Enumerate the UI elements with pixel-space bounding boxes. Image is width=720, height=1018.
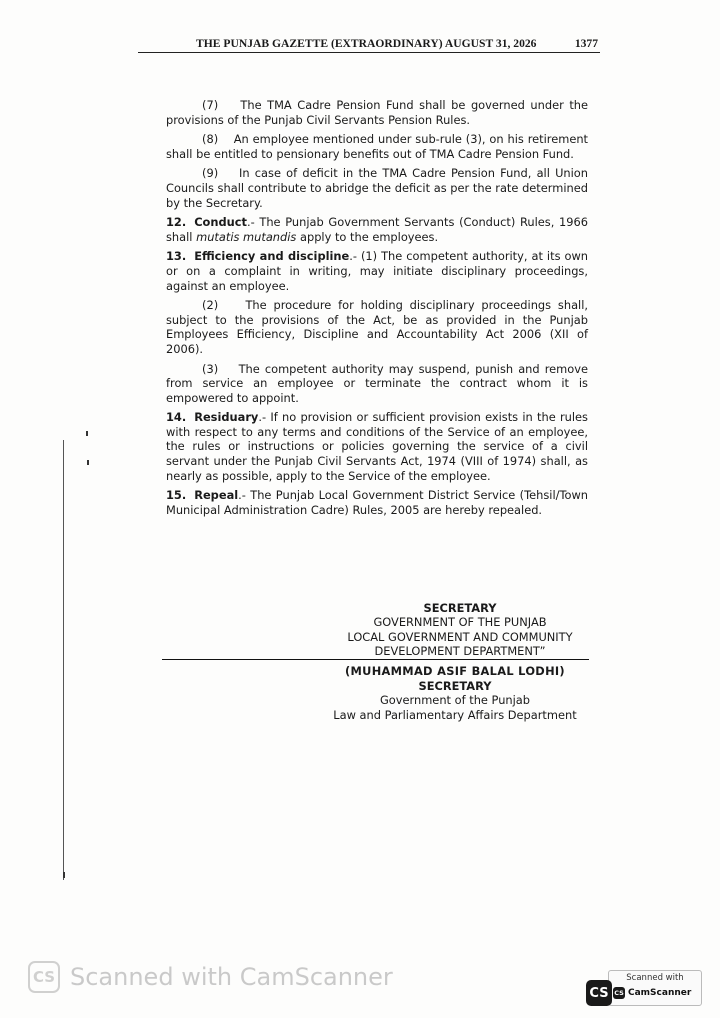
section-text: .- The Punjab Government Servants (Conduct) Rules, 1966 shall xyxy=(166,215,588,244)
paragraph-number: (3) xyxy=(202,361,219,376)
paragraph-text: The procedure for holding disciplinary proceedings shall, subject to the provisions of the Act, be as provided in the Punjab Employees Efficiency, Discipline and Accountability Act 2006 (XII of 2006). xyxy=(166,298,589,356)
paragraph-text: An employee mentioned under sub-rule (3), on his retirement shall be entitled to pensionary benefits out of TMA Cadre Pension Fund. xyxy=(166,132,589,161)
divider-rule xyxy=(162,659,589,660)
section-12-conduct xyxy=(166,215,588,244)
signatory-government: GOVERNMENT OF THE PUNJAB xyxy=(373,615,547,630)
section-number: 12. xyxy=(166,215,187,230)
section-13-efficiency xyxy=(166,249,588,293)
paragraph-number: (8) xyxy=(202,132,219,147)
paragraph-7 xyxy=(166,98,588,127)
section-13-subrule-2 xyxy=(166,298,588,356)
badge-brand xyxy=(613,987,691,999)
scan-speck xyxy=(87,460,89,465)
scan-margin-line xyxy=(63,440,64,880)
paragraph-number: (7) xyxy=(202,98,219,112)
badge-caption: Scanned with xyxy=(626,973,684,983)
section-text: .- (1) The competent authority, at its own or on a complaint in writing, may initiate disciplinary proceedings, against an employee. xyxy=(166,249,588,293)
document-body xyxy=(166,98,588,522)
section-heading: Efficiency and discipline xyxy=(194,249,350,264)
section-15-repeal xyxy=(166,488,588,517)
scan-speck xyxy=(63,872,65,878)
section-13-subrule-3 xyxy=(166,362,588,406)
section-text-end: apply to the employees. xyxy=(296,229,439,244)
paragraph-text: The TMA Cadre Pension Fund shall be governed under the provisions of the Punjab Civil Servants Pension Rules. xyxy=(166,98,589,127)
badge-box xyxy=(608,970,702,1006)
section-heading: Conduct xyxy=(194,215,247,230)
watermark-text: Scanned with CamScanner xyxy=(70,963,393,991)
paragraph-number: (2) xyxy=(202,298,219,313)
camscanner-badge xyxy=(586,968,702,1006)
paragraph-text: In case of deficit in the TMA Cadre Pension Fund, all Union Councils shall contribute to abridge the deficit as per the rate determined by the Secretary. xyxy=(166,166,588,210)
camscanner-watermark xyxy=(28,960,393,994)
section-number: 14. xyxy=(166,410,187,425)
signatory-department: Law and Parliamentary Affairs Department xyxy=(333,707,577,722)
signature-block-law-department xyxy=(295,664,615,722)
paragraph-number: (9) xyxy=(202,166,219,181)
signatory-government: Government of the Punjab xyxy=(379,693,531,708)
signature-block-local-government xyxy=(300,601,620,659)
signatory-department-line-2: DEVELOPMENT DEPARTMENT” xyxy=(374,644,546,659)
page-header xyxy=(138,36,600,53)
section-heading: Repeal xyxy=(194,488,239,503)
section-14-residuary xyxy=(166,410,588,483)
signatory-name: (MUHAMMAD ASIF BALAL LODHI) xyxy=(345,664,565,678)
scan-speck xyxy=(86,431,88,436)
paragraph-text: The competent authority may suspend, punish and remove from service an employee or terminate the contract whom it is empowered to appoint. xyxy=(166,361,588,405)
camscanner-logo-icon: CS xyxy=(28,961,60,993)
badge-brand-name: CamScanner xyxy=(628,988,692,998)
camscanner-badge-logo-icon: CS xyxy=(586,980,612,1006)
italic-phrase: mutatis mutandis xyxy=(196,229,297,244)
signatory-role: SECRETARY xyxy=(423,601,497,615)
section-text: .- If no provision or sufficient provision exists in the rules with respect to any terms and conditions of the Service of an employee, the rules or instructions or policies governing the service of a civil servant under the Punjab Civil Servants Act, 1974 (VIII of 1974) shall, as nearly as possible, apply to the Service of the employee. xyxy=(166,410,588,483)
section-number: 13. xyxy=(166,249,187,264)
page-number: 1377 xyxy=(574,37,598,50)
section-text: .- The Punjab Local Government District Service (Tehsil/Town Municipal Administration Cadre) Rules, 2005 are hereby repealed. xyxy=(166,488,588,517)
signatory-department-line-1: LOCAL GOVERNMENT AND COMMUNITY xyxy=(347,629,573,644)
gazette-title: THE PUNJAB GAZETTE (EXTRAORDINARY) AUGUST 31, 2026 xyxy=(196,37,537,50)
section-heading: Residuary xyxy=(194,410,259,425)
signatory-role: SECRETARY xyxy=(418,678,492,693)
camscanner-mini-logo-icon: CS xyxy=(614,989,624,997)
paragraph-9 xyxy=(166,166,588,210)
paragraph-8 xyxy=(166,132,588,161)
section-number: 15. xyxy=(166,488,187,503)
